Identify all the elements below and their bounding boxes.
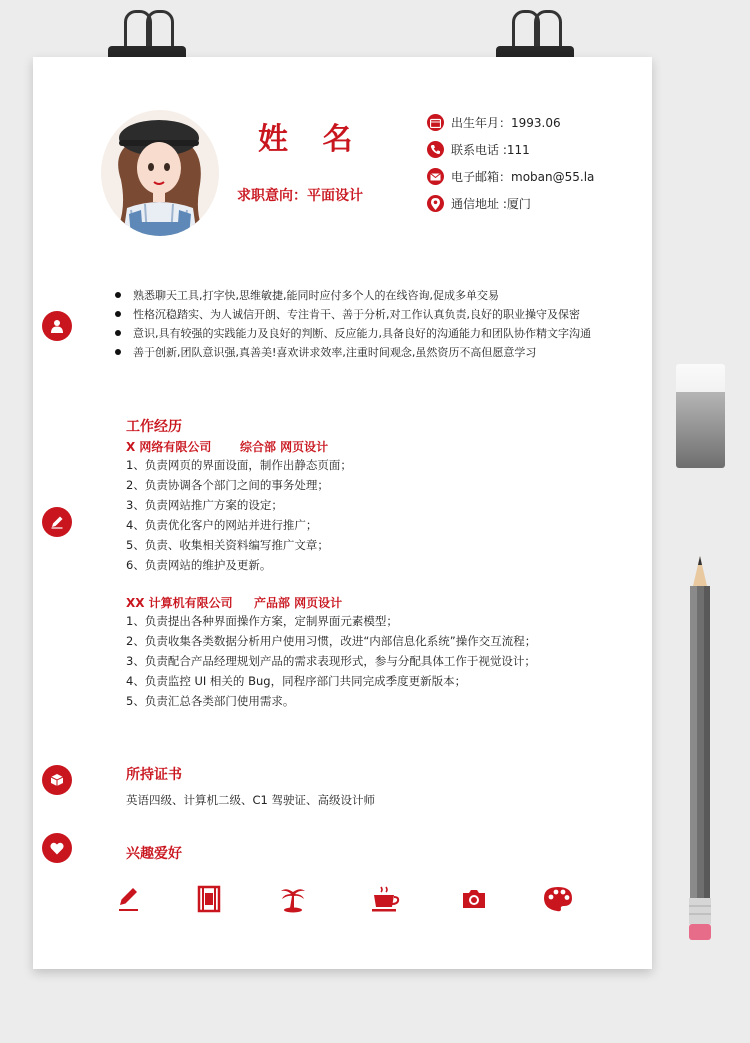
contact-phone-text: 联系电话 :111 [451,143,530,157]
person-icon [42,311,72,341]
list-item: 性格沉稳踏实、为人诚信开朗、专注肯干、善于分析,对工作认真负责,良好的职业操守及保密 [115,304,591,323]
job-2-company: XX 计算机有限公司 [126,596,233,610]
list-item: 熟悉聊天工具,打字快,思维敏捷,能同时应付多个人的在线咨询,促成多单交易 [115,285,591,304]
self-evaluation-list [115,285,591,361]
list-item: 5、负责、收集相关资料编写推广文章； [126,538,329,552]
list-item: 5、负责汇总各类部门使用需求。 [126,694,295,708]
film-icon [192,882,226,916]
certificates-text: 英语四级、计算机二级、C1 驾驶证、高级设计师 [126,793,375,807]
list-item: 2、负责协调各个部门之间的事务处理； [126,478,329,492]
job-intent: 求职意向：平面设计 [237,188,363,204]
calendar-icon [427,114,444,131]
job-1-duties [126,455,352,575]
list-item: 4、负责监控 UI 相关的 Bug，同程序部门共同完成季度更新版本； [126,674,467,688]
mail-icon [427,168,444,185]
contact-address-text: 通信地址 :厦门 [451,197,531,211]
contact-birth [427,109,594,136]
certificate-icon [42,765,72,795]
edit-icon [42,507,72,537]
job-2-header [126,594,343,611]
contact-email-text: 电子邮箱：moban@55.la [451,170,595,184]
list-item: 3、负责网站推广方案的设定； [126,498,283,512]
list-item: 1、负责提出各种界面操作方案，定制界面元素模型； [126,614,398,628]
certificates-section-title: 所持证书 [126,767,182,783]
avatar [101,110,219,236]
contact-phone [427,136,594,163]
list-item: 1、负责网页的界面设面，制作出静态页面； [126,458,352,472]
list-item: 3、负责配合产品经理规划产品的需求表现形式，参与分配具体工作于视觉设计； [126,654,536,668]
phone-icon [427,141,444,158]
job-2-dept: 产品部 网页设计 [254,596,343,610]
list-item: 意识,具有较强的实践能力及良好的判断、反应能力,具备良好的沟通能力和团队协作精文字沟通 [115,323,591,342]
contact-info [427,109,594,217]
heart-icon [42,833,72,863]
list-item: 4、负责优化客户的网站并进行推广； [126,518,318,532]
list-item: 善于创新,团队意识强,真善美!喜欢讲求效率,注重时间观念,虽然资历不高但愿意学习 [115,342,591,361]
contact-email [427,163,594,190]
palm-tree-icon [276,882,310,916]
camera-icon [457,882,491,916]
job-1-header [126,438,329,455]
list-item: 6、负责网站的维护及更新。 [126,558,272,572]
pencil [683,556,717,946]
list-item: 2、负责收集各类数据分析用户使用习惯，改进“内部信息化系统”操作交互流程； [126,634,537,648]
palette-icon [541,882,575,916]
job-1-company: X 网络有限公司 [126,440,212,454]
contact-address [427,190,594,217]
location-icon [427,195,444,212]
pencil-icon [112,882,146,916]
coffee-icon [368,882,402,916]
applicant-name: 姓 名 [258,122,365,157]
job-1-dept: 综合部 网页设计 [240,440,329,454]
job-2-duties [126,611,536,711]
eraser [676,364,725,468]
hobbies-section-title: 兴趣爱好 [126,846,182,862]
contact-birth-text: 出生年月：1993.06 [451,116,561,130]
work-section-title: 工作经历 [126,419,182,435]
